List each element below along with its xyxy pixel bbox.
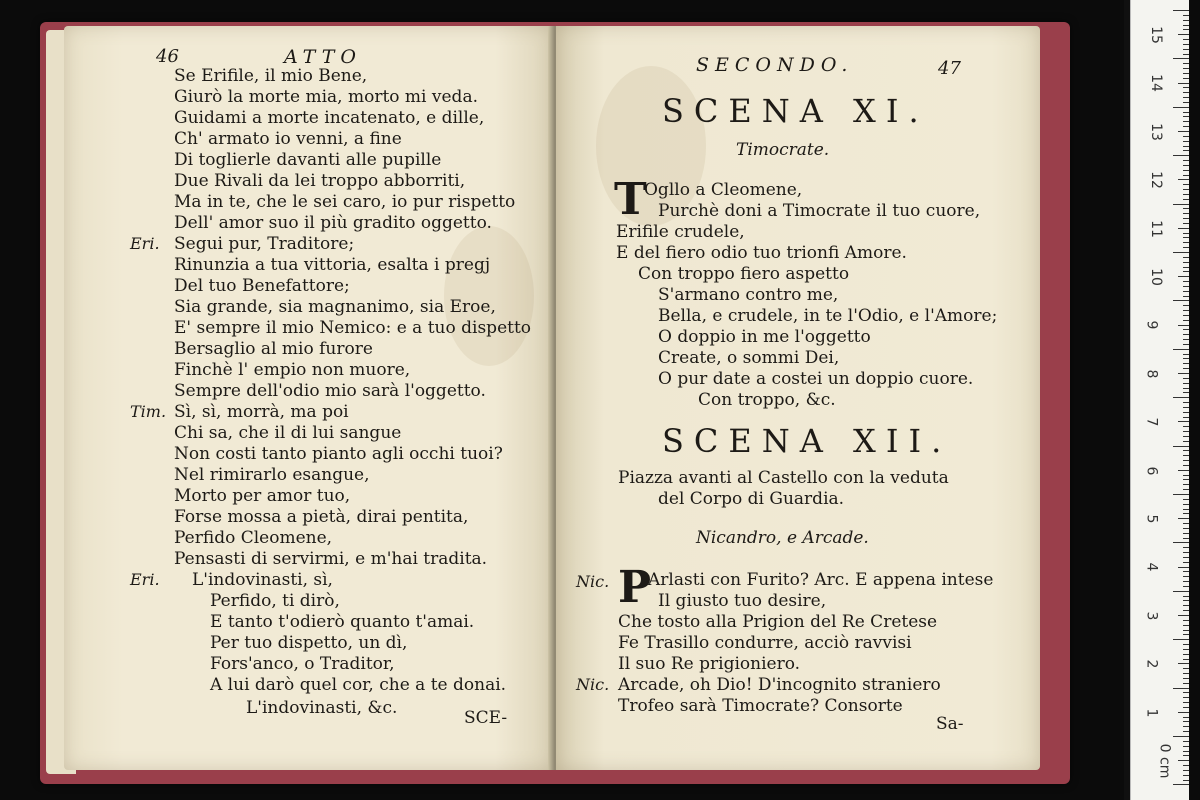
verse-line: Il giusto tuo desire,: [658, 591, 827, 611]
verse-line: Dell' amor suo il più gradito oggetto.: [174, 213, 492, 233]
ruler-tick: [1183, 450, 1189, 451]
verse-line: O pur date a costei un doppio cuore.: [658, 369, 974, 389]
ruler-tick: [1183, 412, 1189, 413]
ruler-tick: [1183, 741, 1189, 742]
ruler-tick: [1183, 557, 1189, 558]
ruler-number: 13: [1147, 122, 1164, 141]
ruler-tick: [1173, 10, 1189, 11]
scene-character: Timocrate.: [736, 140, 830, 160]
ruler-tick: [1183, 571, 1189, 572]
ruler-tick: [1183, 513, 1189, 514]
ruler-tick: [1183, 92, 1189, 93]
ruler-tick: [1183, 208, 1189, 209]
ruler-tick: [1183, 170, 1189, 171]
ruler-tick: [1183, 407, 1189, 408]
ruler-tick: [1178, 518, 1189, 519]
ruler-tick: [1183, 73, 1189, 74]
ruler-tick: [1183, 116, 1189, 117]
ruler-tick: [1183, 431, 1189, 432]
ruler-tick: [1173, 494, 1189, 495]
ruler-tick: [1178, 712, 1189, 713]
ruler-tick: [1183, 247, 1189, 248]
ruler-tick: [1183, 213, 1189, 214]
ruler-tick: [1183, 136, 1189, 137]
ruler-tick: [1178, 83, 1189, 84]
ruler-tick: [1183, 707, 1189, 708]
ruler-tick: [1178, 760, 1189, 761]
ruler-tick: [1183, 87, 1189, 88]
right-page: [556, 26, 1040, 770]
ruler-tick: [1183, 237, 1189, 238]
ruler-tick: [1183, 668, 1189, 669]
ruler-tick: [1183, 538, 1189, 539]
verse-line: Due Rivali da lei troppo abborriti,: [174, 171, 466, 191]
ruler-tick: [1183, 673, 1189, 674]
ruler-tick: [1183, 339, 1189, 340]
ruler-tick: [1173, 155, 1189, 156]
ruler-tick: [1183, 576, 1189, 577]
verse-line: Giurò la morte mia, morto mi veda.: [174, 87, 478, 107]
ruler-tick: [1178, 131, 1189, 132]
ruler-number: 11: [1147, 219, 1164, 238]
verse-line: Perfido, ti dirò,: [210, 591, 340, 611]
ruler-tick: [1183, 194, 1189, 195]
ruler-tick: [1183, 121, 1189, 122]
ruler-number: 7: [1143, 417, 1160, 427]
ruler-tick: [1183, 600, 1189, 601]
verse-line: L'indovinasti, sì,: [192, 570, 333, 590]
verse-line: L'indovinasti, &c.: [246, 698, 398, 718]
ruler-tick: [1178, 276, 1189, 277]
verse-line: A lui darò quel cor, che a te donai.: [210, 675, 507, 695]
ruler-tick: [1183, 528, 1189, 529]
verse-line: Di toglierle davanti alle pupille: [174, 150, 442, 170]
ruler-tick: [1183, 581, 1189, 582]
ruler-tick: [1183, 150, 1189, 151]
verse-line: Per tuo dispetto, un dì,: [210, 633, 408, 653]
ruler-tick: [1183, 271, 1189, 272]
verse-line: E del fiero odio tuo trionfi Amore.: [616, 243, 907, 263]
verse-line: E tanto t'odierò quanto t'amai.: [210, 612, 475, 632]
ruler-tick: [1183, 475, 1189, 476]
ruler-tick: [1183, 223, 1189, 224]
ruler-tick: [1183, 63, 1189, 64]
ruler-tick: [1178, 421, 1189, 422]
ruler-tick: [1183, 436, 1189, 437]
verse-line: Non costi tanto pianto agli occhi tuoi?: [174, 444, 503, 464]
ruler-tick: [1183, 523, 1189, 524]
verse-line: Che tosto alla Prigion del Re Cretese: [618, 612, 938, 632]
scene-setting: del Corpo di Guardia.: [658, 489, 845, 509]
ruler-tick: [1183, 547, 1189, 548]
drop-cap: P: [618, 562, 652, 613]
verse-line: Create, o sommi Dei,: [658, 348, 840, 368]
ruler-tick: [1183, 717, 1189, 718]
ruler-tick: [1183, 780, 1189, 781]
ruler-tick: [1183, 165, 1189, 166]
speaker-label: Nic.: [576, 572, 610, 591]
ruler-tick: [1183, 460, 1189, 461]
ruler-tick: [1183, 426, 1189, 427]
ruler-tick: [1173, 591, 1189, 592]
left-page: [64, 26, 554, 770]
verse-line: S'armano contro me,: [658, 285, 839, 305]
ruler-tick: [1183, 392, 1189, 393]
right-running-head: SECONDO.: [696, 54, 854, 76]
ruler-tick: [1173, 349, 1189, 350]
ruler-tick: [1183, 644, 1189, 645]
ruler-tick: [1183, 296, 1189, 297]
ruler-tick: [1178, 470, 1189, 471]
ruler-tick: [1173, 252, 1189, 253]
ruler-tick: [1183, 770, 1189, 771]
verse-line: Il suo Re prigioniero.: [618, 654, 801, 674]
verse-line: Forse mossa a pietà, dirai pentita,: [174, 507, 469, 527]
speaker-label: Eri.: [130, 570, 160, 589]
ruler-number: 14: [1147, 74, 1164, 93]
verse-line: Arlasti con Furito? Arc. E appena intese: [648, 570, 994, 590]
right-page-number: 47: [938, 58, 961, 79]
ruler-tick: [1178, 615, 1189, 616]
ruler-tick: [1183, 320, 1189, 321]
ruler-tick: [1173, 300, 1189, 301]
ruler-tick: [1183, 378, 1189, 379]
page-stain: [444, 226, 534, 366]
verse-line: Sì, sì, morrà, ma poi: [174, 402, 349, 422]
ruler-tick: [1173, 397, 1189, 398]
ruler-tick: [1183, 692, 1189, 693]
verse-line: Pensasti di servirmi, e m'hai tradita.: [174, 549, 488, 569]
ruler-tick: [1183, 683, 1189, 684]
ruler-tick: [1183, 465, 1189, 466]
ruler-tick: [1183, 702, 1189, 703]
ruler-tick: [1183, 44, 1189, 45]
verse-line: E' sempre il mio Nemico: e a tuo dispetto: [174, 318, 532, 338]
ruler-tick: [1183, 504, 1189, 505]
ruler-tick: [1183, 29, 1189, 30]
verse-line: Purchè doni a Timocrate il tuo cuore,: [658, 201, 981, 221]
ruler-tick: [1178, 663, 1189, 664]
ruler-tick: [1183, 562, 1189, 563]
ruler-number: 9: [1143, 320, 1160, 330]
ruler-tick: [1178, 325, 1189, 326]
ruler-tick: [1183, 112, 1189, 113]
verse-line: Nel rimirarlo esangue,: [174, 465, 370, 485]
ruler-tick: [1173, 688, 1189, 689]
verse-line: Ch' armato io venni, a fine: [174, 129, 402, 149]
ruler-tick: [1183, 383, 1189, 384]
ruler-number: 4: [1143, 562, 1160, 572]
left-page-number: 46: [156, 46, 179, 67]
ruler-tick: [1183, 315, 1189, 316]
verse-line: O doppio in me l'oggetto: [658, 327, 871, 347]
ruler-tick: [1173, 784, 1189, 785]
ruler-tick: [1173, 58, 1189, 59]
ruler-number: 6: [1143, 466, 1160, 475]
verse-line: Ogllo a Cleomene,: [644, 180, 803, 200]
ruler-tick: [1183, 262, 1189, 263]
scene-title: SCENA XI.: [662, 92, 929, 130]
ruler-tick: [1183, 305, 1189, 306]
ruler-tick: [1183, 479, 1189, 480]
scene-characters: Nicandro, e Arcade.: [696, 528, 869, 548]
scene-title: SCENA XII.: [662, 422, 952, 460]
verse-line: Del tuo Benefattore;: [174, 276, 350, 296]
ruler-tick: [1183, 49, 1189, 50]
ruler-tick: [1183, 746, 1189, 747]
ruler-tick: [1183, 659, 1189, 660]
ruler-tick: [1183, 649, 1189, 650]
ruler-tick: [1183, 634, 1189, 635]
ruler-tick: [1183, 697, 1189, 698]
ruler-tick: [1183, 610, 1189, 611]
verse-line: Erifile crudele,: [616, 222, 745, 242]
verse-line: Arcade, oh Dio! D'incognito straniero: [618, 675, 941, 695]
ruler-tick: [1183, 334, 1189, 335]
ruler-tick: [1183, 484, 1189, 485]
ruler-tick: [1183, 15, 1189, 16]
ruler-tick: [1183, 509, 1189, 510]
ruler-tick: [1183, 625, 1189, 626]
ruler-tick: [1183, 417, 1189, 418]
ruler-tick: [1183, 218, 1189, 219]
ruler-tick: [1183, 533, 1189, 534]
ruler-number: 12: [1147, 171, 1164, 190]
speaker-label: Tim.: [130, 402, 167, 421]
ruler-tick: [1173, 107, 1189, 108]
ruler-tick: [1183, 199, 1189, 200]
verse-line: Rinunzia a tua vittoria, esalta i pregj: [174, 255, 491, 275]
ruler-tick: [1183, 281, 1189, 282]
ruler-tick: [1183, 126, 1189, 127]
verse-line: Guidami a morte incatenato, e dille,: [174, 108, 485, 128]
ruler-tick: [1183, 175, 1189, 176]
ruler-tick: [1183, 755, 1189, 756]
ruler-tick: [1173, 542, 1189, 543]
ruler-tick: [1183, 146, 1189, 147]
ruler-tick: [1183, 160, 1189, 161]
ruler-number: 15: [1147, 26, 1164, 44]
ruler-tick: [1173, 639, 1189, 640]
ruler-tick: [1183, 654, 1189, 655]
ruler-tick: [1183, 499, 1189, 500]
ruler-tick: [1178, 228, 1189, 229]
catchword: Sa-: [936, 714, 964, 734]
ruler-tick: [1183, 368, 1189, 369]
ruler-tick: [1178, 34, 1189, 35]
verse-line: Chi sa, che il di lui sangue: [174, 423, 402, 443]
verse-line: Bersaglio al mio furore: [174, 339, 373, 359]
ruler-tick: [1178, 373, 1189, 374]
speaker-label: Nic.: [576, 675, 610, 694]
ruler-number: 8: [1143, 369, 1160, 379]
verse-line: Con troppo, &c.: [698, 390, 836, 410]
verse-line: Ma in te, che le sei caro, io pur rispetto: [174, 192, 516, 212]
ruler-tick: [1183, 630, 1189, 631]
left-running-head: ATTO: [284, 46, 362, 68]
verse-line: Sia grande, sia magnanimo, sia Eroe,: [174, 297, 496, 317]
measuring-ruler: [1130, 0, 1189, 800]
ruler-number: 2: [1143, 659, 1160, 669]
verse-line: Trofeo sarà Timocrate? Consorte: [618, 696, 903, 716]
ruler-number: 3: [1143, 611, 1160, 621]
verse-line: Sempre dell'odio mio sarà l'oggetto.: [174, 381, 486, 401]
verse-line: Finchè l' empio non muore,: [174, 360, 411, 380]
ruler-tick: [1183, 751, 1189, 752]
ruler-tick: [1183, 455, 1189, 456]
ruler-tick: [1173, 446, 1189, 447]
verse-line: Morto per amor tuo,: [174, 486, 351, 506]
ruler-tick: [1183, 489, 1189, 490]
ruler-tick: [1183, 731, 1189, 732]
ruler-tick: [1183, 678, 1189, 679]
ruler-tick: [1183, 358, 1189, 359]
ruler-tick: [1183, 141, 1189, 142]
ruler-number: 0 cm: [1156, 743, 1173, 779]
verse-line: Perfido Cleomene,: [174, 528, 333, 548]
ruler-tick: [1183, 286, 1189, 287]
ruler-tick: [1183, 97, 1189, 98]
catchword: SCE-: [464, 708, 508, 728]
ruler-tick: [1183, 39, 1189, 40]
ruler-tick: [1183, 68, 1189, 69]
verse-line: Con troppo fiero aspetto: [638, 264, 850, 284]
ruler-tick: [1183, 25, 1189, 26]
ruler-tick: [1183, 344, 1189, 345]
ruler-tick: [1183, 605, 1189, 606]
ruler-tick: [1183, 329, 1189, 330]
ruler-tick: [1183, 354, 1189, 355]
ruler-tick: [1183, 54, 1189, 55]
ruler-tick: [1183, 388, 1189, 389]
ruler-tick: [1183, 233, 1189, 234]
ruler-tick: [1178, 567, 1189, 568]
ruler-tick: [1183, 441, 1189, 442]
ruler-tick: [1183, 552, 1189, 553]
ruler-tick: [1183, 102, 1189, 103]
ruler-tick: [1183, 310, 1189, 311]
ruler-tick: [1173, 736, 1189, 737]
verse-line: Fe Trasillo condurre, acciò ravvisi: [618, 633, 912, 653]
ruler-tick: [1183, 775, 1189, 776]
ruler-tick: [1183, 586, 1189, 587]
ruler-tick: [1183, 242, 1189, 243]
verse-line: Bella, e crudele, in te l'Odio, e l'Amore;: [658, 306, 998, 326]
ruler-tick: [1178, 179, 1189, 180]
verse-line: Se Erifile, il mio Bene,: [174, 66, 368, 86]
ruler-tick: [1183, 765, 1189, 766]
verse-line: Segui pur, Traditore;: [174, 234, 355, 254]
ruler-tick: [1183, 267, 1189, 268]
ruler-number: 5: [1143, 514, 1160, 524]
ruler-tick: [1183, 402, 1189, 403]
ruler-tick: [1183, 726, 1189, 727]
scene-setting: Piazza avanti al Castello con la veduta: [618, 468, 949, 488]
ruler-number: 10: [1147, 268, 1164, 286]
ruler-number: 1: [1143, 708, 1160, 717]
ruler-tick: [1183, 20, 1189, 21]
ruler-tick: [1183, 363, 1189, 364]
ruler-tick: [1183, 257, 1189, 258]
ruler-tick: [1183, 721, 1189, 722]
ruler-tick: [1183, 596, 1189, 597]
ruler-tick: [1183, 189, 1189, 190]
verse-line: Fors'anco, o Traditor,: [210, 654, 395, 674]
ruler-tick: [1183, 78, 1189, 79]
ruler-tick: [1183, 184, 1189, 185]
speaker-label: Eri.: [130, 234, 160, 253]
ruler-tick: [1173, 204, 1189, 205]
drop-cap: T: [614, 174, 647, 225]
ruler-tick: [1183, 291, 1189, 292]
ruler-tick: [1183, 620, 1189, 621]
